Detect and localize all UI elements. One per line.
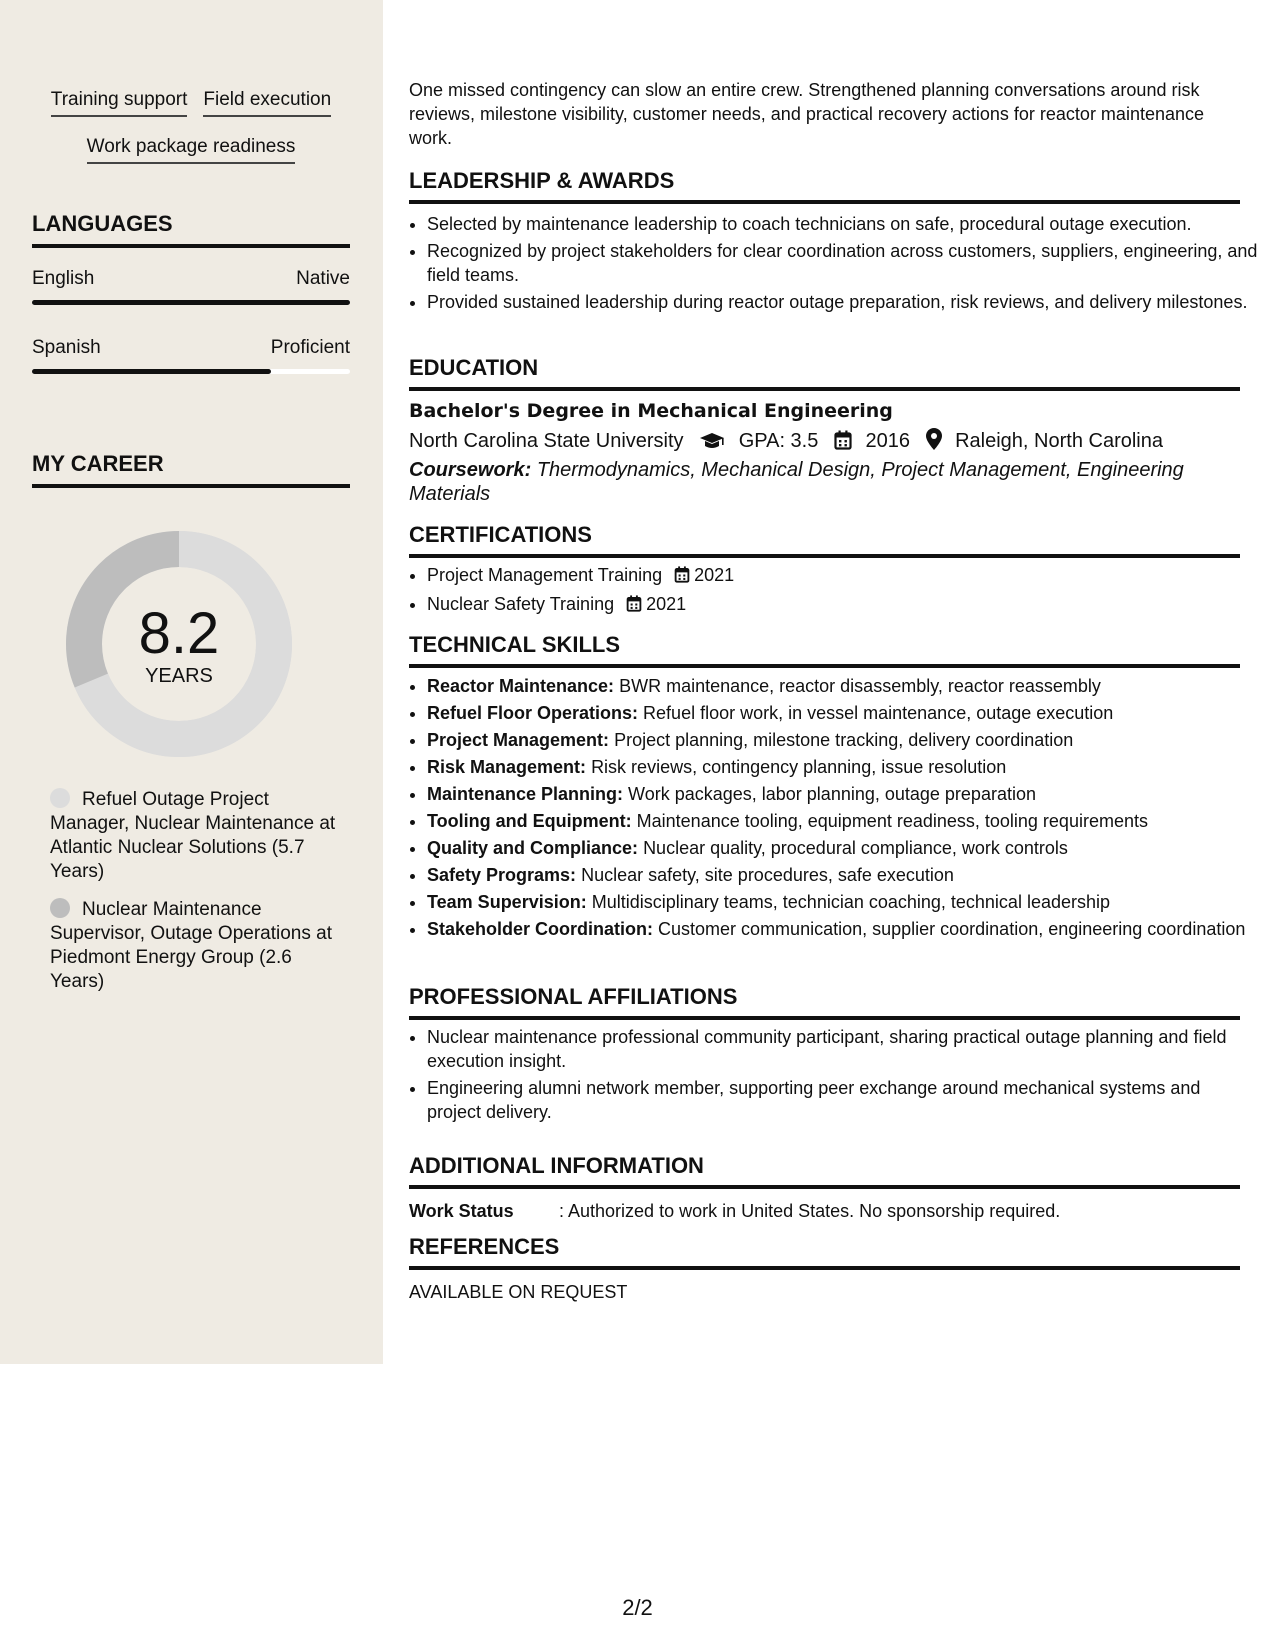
language-bar (32, 369, 350, 374)
work-status (409, 1199, 1060, 1223)
skill-label: Risk Management: (427, 757, 587, 777)
skill-label: Team Supervision: (427, 892, 587, 912)
career-total-unit: YEARS (145, 665, 213, 687)
additional-info-heading: ADDITIONAL INFORMATION (409, 1153, 1240, 1189)
career-legend-dot (50, 788, 70, 808)
education-location: Raleigh, North Carolina (955, 430, 1163, 452)
graduation-cap-icon (699, 430, 725, 458)
list-item: • Nuclear maintenance professional community participant, sharing practical outage planning and field execution insight. (427, 1025, 1258, 1073)
page-number: 2/2 (622, 1595, 653, 1620)
skill-label: Refuel Floor Operations: (427, 703, 639, 723)
skill-item (427, 755, 1258, 779)
calendar-icon (834, 430, 852, 458)
technical-skills-list (409, 674, 1258, 944)
career-legend-dot (50, 898, 70, 918)
skill-item (427, 863, 1258, 887)
skill-item (427, 782, 1258, 806)
certification-item (427, 592, 1258, 618)
skill-label: Tooling and Equipment: (427, 811, 632, 831)
language-spanish (32, 336, 350, 374)
certifications-heading: CERTIFICATIONS (409, 522, 1240, 558)
career-heading: MY CAREER (32, 450, 350, 488)
career-item (50, 898, 340, 994)
sidebar (0, 0, 383, 1364)
education-degree: Bachelor's Degree in Mechanical Engineering (409, 400, 893, 422)
coursework-label: Coursework: (409, 459, 532, 481)
skill-text: Nuclear safety, site procedures, safe execution (581, 865, 954, 885)
language-bar-fill (32, 369, 271, 374)
references-text: AVAILABLE ON REQUEST (409, 1282, 628, 1302)
calendar-icon (674, 565, 690, 589)
intro-paragraph: One missed contingency can slow an entire crew. Strengthened planning conversations around risk reviews, milestone visibility, customer needs, and practical recovery actions for reactor maintenance work. (409, 80, 1205, 148)
education-year: 2016 (865, 430, 910, 452)
skill-item (427, 917, 1258, 941)
skill-text: Refuel floor work, in vessel maintenance, outage execution (643, 703, 1114, 723)
certifications-list (409, 563, 1258, 621)
education-details (409, 427, 1163, 458)
skill-item (427, 674, 1258, 698)
skill-item (427, 809, 1258, 833)
skill-item (427, 728, 1258, 752)
skill-tags (32, 86, 350, 180)
language-bar-fill (32, 300, 350, 305)
work-status-value: : Authorized to work in United States. No sponsorship required. (559, 1201, 1061, 1221)
work-status-label: Work Status (409, 1201, 514, 1221)
language-level: Proficient (270, 337, 350, 358)
skill-text: Nuclear quality, procedural compliance, work controls (643, 838, 1068, 858)
certification-year: 2021 (694, 565, 735, 585)
certification-item (427, 563, 1258, 589)
skill-item (427, 890, 1258, 914)
leadership-heading: LEADERSHIP & AWARDS (409, 168, 1240, 204)
skill-text: Customer communication, supplier coordination, engineering coordination (658, 919, 1246, 939)
list-item: • Provided sustained leadership during reactor outage preparation, risk reviews, and delivery milestones. (427, 290, 1258, 314)
education-gpa: GPA: 3.5 (738, 430, 819, 452)
affiliations-heading: PROFESSIONAL AFFILIATIONS (409, 984, 1240, 1020)
list-item: • Recognized by project stakeholders for clear coordination across customers, suppliers, engineering, and field teams. (427, 239, 1258, 287)
skill-label: Quality and Compliance: (427, 838, 639, 858)
calendar-icon (626, 594, 642, 618)
skill-tag: Training support (51, 86, 188, 117)
location-pin-icon (926, 428, 942, 458)
career-total-years: 8.2 (138, 601, 220, 666)
certification-name: Project Management Training (427, 565, 663, 585)
certification-name: Nuclear Safety Training (427, 594, 615, 614)
skill-text: Work packages, labor planning, outage preparation (628, 784, 1036, 804)
language-name: Spanish (32, 337, 101, 358)
skill-text: Multidisciplinary teams, technician coaching, technical leadership (591, 892, 1110, 912)
career-item-text: Refuel Outage Project Manager, Nuclear Maintenance at Atlantic Nuclear Solutions (5.7 Years) (50, 789, 336, 882)
skill-item (427, 701, 1258, 725)
skill-item (427, 836, 1258, 860)
career-item-text: Nuclear Maintenance Supervisor, Outage Operations at Piedmont Energy Group (2.6 Years) (50, 899, 332, 992)
language-level: Native (296, 268, 350, 289)
skill-text: Maintenance tooling, equipment readiness, tooling requirements (636, 811, 1148, 831)
career-item (50, 788, 340, 884)
language-english (32, 267, 350, 305)
skill-label: Stakeholder Coordination: (427, 919, 654, 939)
affiliations-list (409, 1025, 1258, 1127)
leadership-list (409, 212, 1258, 317)
list-item: • Selected by maintenance leadership to coach technicians on safe, procedural outage execution. (427, 212, 1258, 236)
language-name: English (32, 268, 95, 289)
language-bar (32, 300, 350, 305)
languages-heading: LANGUAGES (32, 210, 350, 248)
skill-text: BWR maintenance, reactor disassembly, reactor reassembly (619, 676, 1101, 696)
education-school: North Carolina State University (409, 430, 684, 452)
references-heading: REFERENCES (409, 1234, 1240, 1270)
skill-label: Maintenance Planning: (427, 784, 624, 804)
education-coursework (409, 458, 1240, 506)
certification-year: 2021 (646, 594, 687, 614)
technical-skills-heading: TECHNICAL SKILLS (409, 632, 1240, 668)
skill-tag: Work package readiness (87, 133, 296, 164)
list-item: • Engineering alumni network member, supporting peer exchange around mechanical systems and project delivery. (427, 1076, 1258, 1124)
skill-text: Risk reviews, contingency planning, issue resolution (591, 757, 1007, 777)
coursework-text: Thermodynamics, Mechanical Design, Project Management, Engineering Materials (409, 459, 1184, 505)
skill-text: Project planning, milestone tracking, delivery coordination (614, 730, 1074, 750)
education-heading: EDUCATION (409, 355, 1240, 391)
skill-tag: Field execution (203, 86, 331, 117)
skill-label: Reactor Maintenance: (427, 676, 615, 696)
skill-label: Safety Programs: (427, 865, 577, 885)
skill-label: Project Management: (427, 730, 610, 750)
